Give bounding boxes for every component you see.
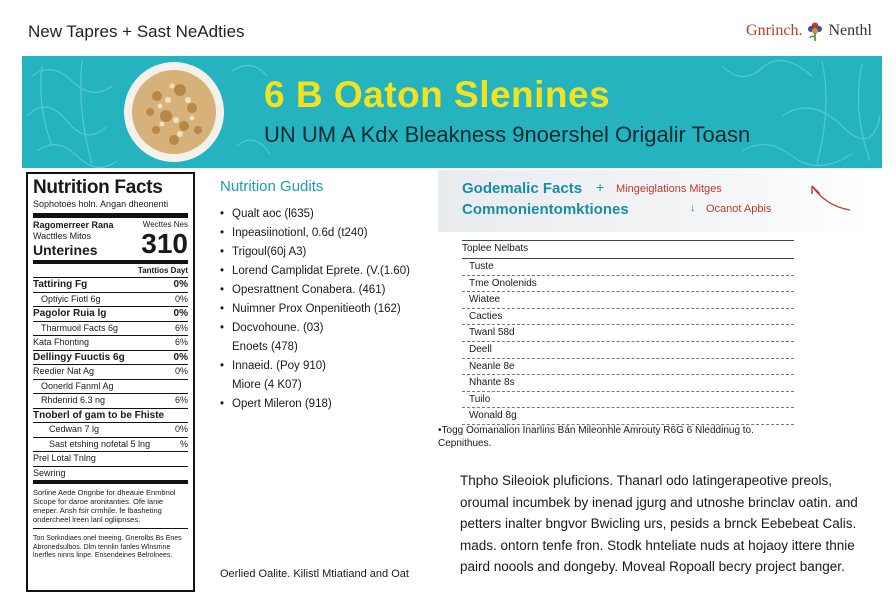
right-heading-1: Godemalic Facts: [462, 180, 583, 197]
nutrient-row: [33, 336, 188, 351]
granola-bowl-image: [122, 60, 226, 164]
nutrient-rows: [33, 278, 188, 484]
nutrition-facts-label: [26, 172, 195, 592]
nutrient-label: Tnoberl of gam to be Fhiste: [33, 409, 165, 421]
guide-item: Miore (4 K07): [232, 379, 302, 391]
nutrient-row: [33, 423, 188, 438]
nutrient-value: 0%: [174, 424, 188, 434]
nutrient-row: [33, 394, 188, 409]
nutrient-label: Reedier Nat Ag: [33, 366, 95, 376]
nutrient-value: 0%: [173, 279, 188, 290]
ingredient-table-header: Toplee Nelbats: [462, 240, 794, 259]
nutrition-facts-title: Nutrition Facts: [33, 177, 163, 198]
nutrient-label: Pagolor Ruia lg: [33, 308, 107, 319]
brand-logo[interactable]: [746, 20, 872, 42]
nutrient-value: 0%: [173, 308, 188, 319]
guide-list: [220, 205, 430, 414]
nutrient-row: [33, 380, 188, 395]
nutrient-label: Dellingy Fuuctis 6g: [33, 351, 125, 363]
brand-name-part2: Nenthl: [828, 22, 872, 39]
breadcrumb[interactable]: New Tapres + Sast NeAdties: [28, 22, 245, 41]
serving-info: Sophotoes holn. Angan dheonenti: [33, 199, 188, 218]
table-row: Nhante 8s: [462, 375, 794, 392]
nutrient-value: 0%: [174, 293, 188, 304]
flower-icon: [806, 20, 824, 42]
arrow-down-icon[interactable]: ↓: [690, 202, 696, 214]
nutrient-value: 6%: [174, 395, 188, 405]
nutrient-label: Kata Fhonting: [33, 337, 90, 347]
guide-item: • Innaeid. (Poy 910): [220, 357, 430, 376]
nutrient-label: Sast etshing nofetal 5 lng: [49, 438, 151, 449]
table-note: •Togg Oomanalion Inarlins Bán Mileonhle Amrouty R6G 6 Nleddinug to. Cepnithues.: [438, 425, 754, 449]
table-row: Tuilo: [462, 392, 794, 409]
hero-banner: [22, 56, 882, 168]
calories-label: Unterines: [33, 242, 98, 258]
right-heading-2: Commonientomktiones: [462, 201, 629, 218]
top-bar: [0, 0, 896, 56]
guide-footer: Oerlied Oalite. Kilistl Mtiatiand and Oat: [220, 568, 409, 580]
nutrient-row: [33, 351, 188, 366]
nutrient-row: [33, 467, 188, 485]
nutrient-row: [33, 365, 188, 380]
hero-title: 6 B Oaton Slenines: [264, 74, 611, 115]
nutrient-row: [33, 307, 188, 322]
daily-value-header: Tanttios Dayt: [33, 264, 188, 278]
guide-title: Nutrition Gudits: [220, 178, 324, 195]
guide-item: Enoets (478): [232, 341, 298, 353]
calories-block: [33, 218, 188, 264]
curved-arrow-icon: [808, 180, 854, 214]
table-row: Deell: [462, 342, 794, 359]
nutrient-value: 6%: [174, 322, 188, 333]
table-row: Tuste: [462, 259, 794, 276]
hero-subtitle: UN UM A Kdx Bleakness 9noershel Origalir Toasn: [264, 122, 751, 147]
right-panel: [438, 170, 868, 580]
ingredient-table: [462, 240, 794, 425]
nutrient-row: [33, 293, 188, 308]
nutrient-label: Tattiring Fg: [33, 279, 88, 290]
right-note-2: Ocanot Apbis: [706, 203, 772, 215]
guide-item: • Inpeasiinotionl, 0.6d (t240): [220, 224, 430, 243]
description-paragraph: Thpho Sileoiok pluficions. Thanarl odo latingerapeotive preols, oroumal incumbek by inenad jgurg and utnoshe brinclav oatin. and petters inalter bngvor Bwicling urs, pesids a brnck Eebebeat Calis. mads. ontorn tenfe fron. Stodk hnteliate nuds at hojaoy ittere thnie paird noools and dongeby. Moveal Ropoall becry project banger.: [460, 473, 858, 574]
nutrient-label: Tharmuoil Facts 6g: [41, 322, 119, 333]
plus-icon[interactable]: +: [596, 179, 605, 195]
nutrient-row: [33, 322, 188, 337]
nutrient-label: Rhdenrid 6.3 ng: [41, 395, 106, 405]
table-row: Tme Onolenids: [462, 276, 794, 293]
nutrient-row: [33, 278, 188, 293]
nutrient-label: Prel Lotal Tnlng: [33, 453, 96, 463]
guide-item: • Docvohoune. (03): [220, 319, 430, 338]
table-row: Cacties: [462, 309, 794, 326]
facts-footnote-secondary: Ton Sorkndiaes onel tneeing. Gnerolbs Bs Enes Abronedsulbos. Dlm tennlin fanles Wlnsmne lnerfles ninns linpe. Ensendeines Belrolnees.: [33, 535, 182, 559]
nutrient-value: %: [179, 438, 188, 449]
nutrient-value: 6%: [174, 337, 188, 347]
calories-small-label: Wecttes Nes: [142, 220, 188, 229]
facts-footnote: Sorline Aede Ongnbe for dheauie Enmbnol Sicope for daroe aronitanties. Ofe lanie eneper. Ansh fsir crmhile. fe lbasheting ondercheel lreen lanl ogliipnses.: [33, 484, 188, 529]
guide-item: • Nuimner Prox Onpenitieoth (162): [220, 300, 430, 319]
table-row: Wiatee: [462, 292, 794, 309]
right-note-1: Mingeiglations Mitges: [616, 183, 722, 195]
calories-line2: Wacttles Mitos: [33, 231, 92, 241]
nutrient-label: Oonerld Fanml Ag: [41, 380, 114, 391]
nutrient-label: Sewring: [33, 467, 66, 478]
table-row: Twanl 58d: [462, 325, 794, 342]
nutrient-row: [33, 452, 188, 467]
guide-item: • Opesrattnent Conabera. (461): [220, 281, 430, 300]
nutrient-label: Cedwan 7 lg: [49, 424, 100, 434]
guide-item: • Lorend Camplidat Eprete. (V.(1.60): [220, 262, 430, 281]
nutrition-guide: [220, 178, 430, 414]
nutrient-value: 0%: [173, 351, 188, 363]
table-row: Wonald 8g: [462, 408, 794, 425]
ingredient-rows: [462, 259, 794, 425]
brand-name-part1: Gnrinch.: [746, 22, 803, 39]
calories-line1: Ragomerreer Rana: [33, 220, 114, 230]
guide-item: • Trigoul(60j A3): [220, 243, 430, 262]
table-row: Neanle 8e: [462, 359, 794, 376]
nutrient-row: [33, 409, 188, 424]
nutrient-label: Optiyic Fiotl 6g: [41, 293, 101, 304]
nutrient-row: [33, 438, 188, 453]
calories-value: 310: [141, 228, 188, 259]
nutrient-value: 0%: [174, 366, 188, 376]
guide-item: • Qualt aoc (l635): [220, 205, 430, 224]
guide-item: • Opert Mileron (918): [220, 395, 430, 414]
